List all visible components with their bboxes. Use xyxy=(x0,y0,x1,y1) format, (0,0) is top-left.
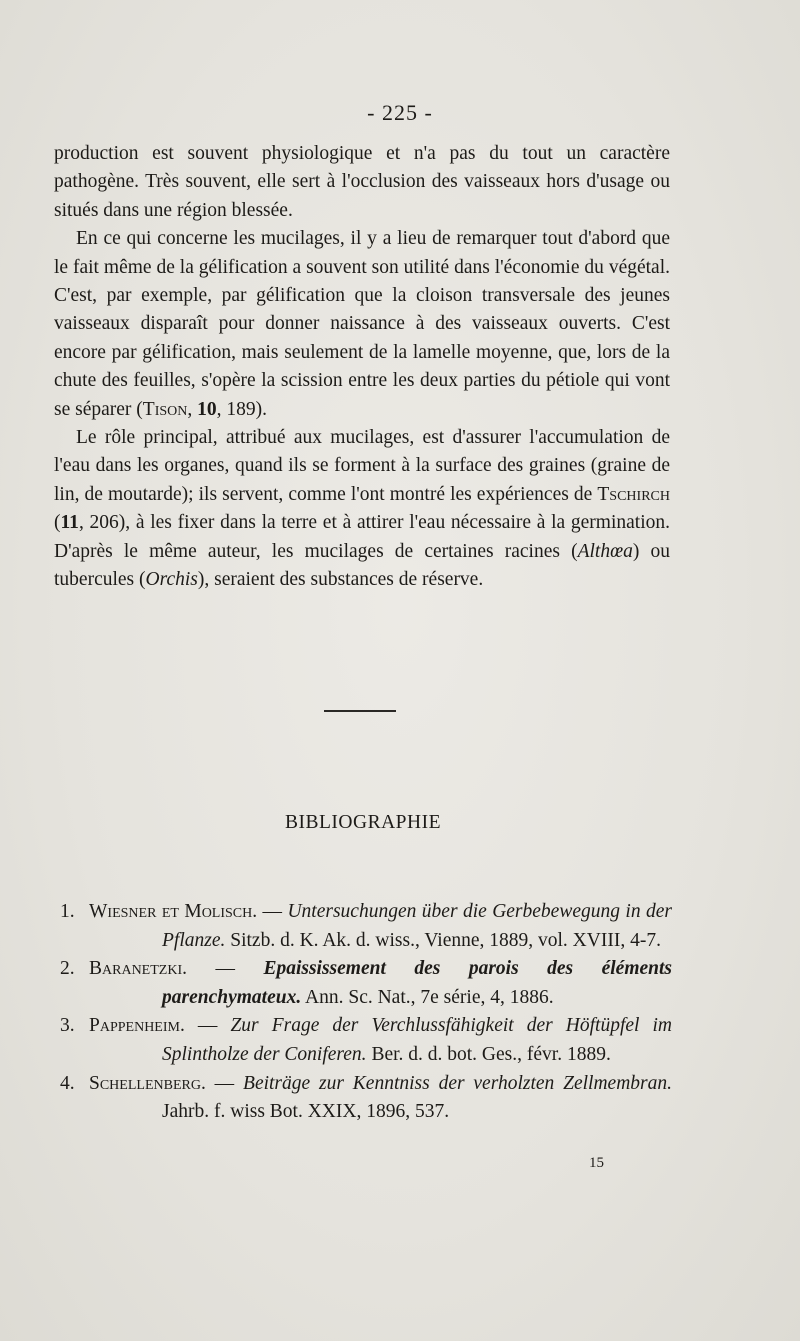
paragraph-3-text-a: Le rôle principal, attribué aux mucilages, est d'assurer l'accumulation de l'eau dans les organes, quand ils se forment à la surface des graines (graine de lin, de moutarde); ils servent, comme l'ont montré les expériences de xyxy=(54,427,670,505)
paragraph-3-text-b: ( xyxy=(54,512,61,534)
species-name: Orchis xyxy=(145,569,198,591)
entry-title: Untersuchungen über die Gerbebewegung in der Pflanze. xyxy=(162,901,672,951)
entry-number: 1. xyxy=(60,901,75,922)
entry-author: Baranetzki. xyxy=(89,958,187,980)
body-text xyxy=(54,140,670,595)
citation-number: 10 xyxy=(197,398,217,420)
entry-title: Beiträge zur Kenntniss der verholzten Zellmembran. xyxy=(243,1072,672,1094)
page-number: - 225 - xyxy=(367,100,433,125)
citation-number: 11 xyxy=(60,512,79,534)
paragraph-3-text-d: ) ou tubercules ( xyxy=(54,540,670,591)
entry-author: Schellenberg. xyxy=(89,1072,206,1094)
entry-dash: — xyxy=(257,901,288,922)
entry-number: 4. xyxy=(60,1072,75,1094)
paragraph-2-text: En ce qui concerne les mucilages, il y a lieu de remarquer tout d'abord que le fait même de la gélification a souvent son utilité dans l'économie du végétal. C'est, par exemple, par gélification que la cloison transversale des jeunes vaisseaux disparaît pour donner naissance à des vaisseaux ouverts. C'est encore par gélification, mais seulement de la lamelle moyenne, que, lors de la chute des feuilles, s'opère la scission entre les deux parties du pétiole qui vont se séparer ( xyxy=(54,228,670,420)
section-divider xyxy=(324,710,396,712)
citation-separator: , xyxy=(187,398,198,420)
bibliography-entry xyxy=(60,1012,672,1069)
entry-dash: — xyxy=(205,1072,244,1094)
citation-author: Tschirch xyxy=(597,483,670,505)
paragraph-3-text-e: ), seraient des substances de réserve. xyxy=(197,569,484,591)
paragraph-3 xyxy=(54,424,670,594)
citation-author: Tison xyxy=(142,398,188,420)
bibliography-list xyxy=(60,898,672,1127)
paragraph-1-text: production est souvent physiologique et n'a pas du tout un caractère pathogène. Très souvent, elle sert à l'occlusion des vaisseaux hors d'usage ou situés dans une région blessée. xyxy=(54,143,670,221)
entry-details: Sitzb. d. K. Ak. d. wiss., Vienne, 1889, vol. XVIII, 4-7. xyxy=(225,929,661,951)
bibliography-entry xyxy=(60,955,672,1012)
entry-title: Epaississement des parois des éléments parenchymateux. xyxy=(162,958,673,1008)
entry-dash: — xyxy=(184,1015,231,1037)
entry-title: Zur Frage der Verchlussfähigkeit der Höftüpfel im Splintholze der Coniferen. xyxy=(162,1015,672,1065)
bibliography-title: BIBLIOGRAPHIE xyxy=(285,812,441,833)
entry-number: 2. xyxy=(60,958,75,980)
entry-number: 3. xyxy=(60,1015,75,1037)
entry-author: Wiesner et Molisch. xyxy=(89,901,258,922)
entry-dash: — xyxy=(186,958,264,980)
citation-rest: , 189). xyxy=(216,398,267,420)
paragraph-3-text-c: , 206), à les fixer dans la terre et à attirer l'eau nécessaire à la germination. D'après le même auteur, les mucilages de certaines racines ( xyxy=(54,512,670,562)
entry-author: Pappenheim. xyxy=(89,1015,185,1037)
signature-mark: 15 xyxy=(589,1155,604,1171)
species-name: Althœa xyxy=(577,540,633,562)
entry-details: Jahrb. f. wiss Bot. XXIX, 1896, 537. xyxy=(162,1101,450,1123)
paragraph-2 xyxy=(54,225,670,424)
paragraph-1 xyxy=(54,140,670,225)
bibliography-entry xyxy=(60,898,672,955)
entry-details: Ann. Sc. Nat., 7e série, 4, 1886. xyxy=(301,986,554,1008)
entry-details: Ber. d. d. bot. Ges., févr. 1889. xyxy=(366,1043,611,1065)
bibliography-entry xyxy=(60,1070,672,1127)
